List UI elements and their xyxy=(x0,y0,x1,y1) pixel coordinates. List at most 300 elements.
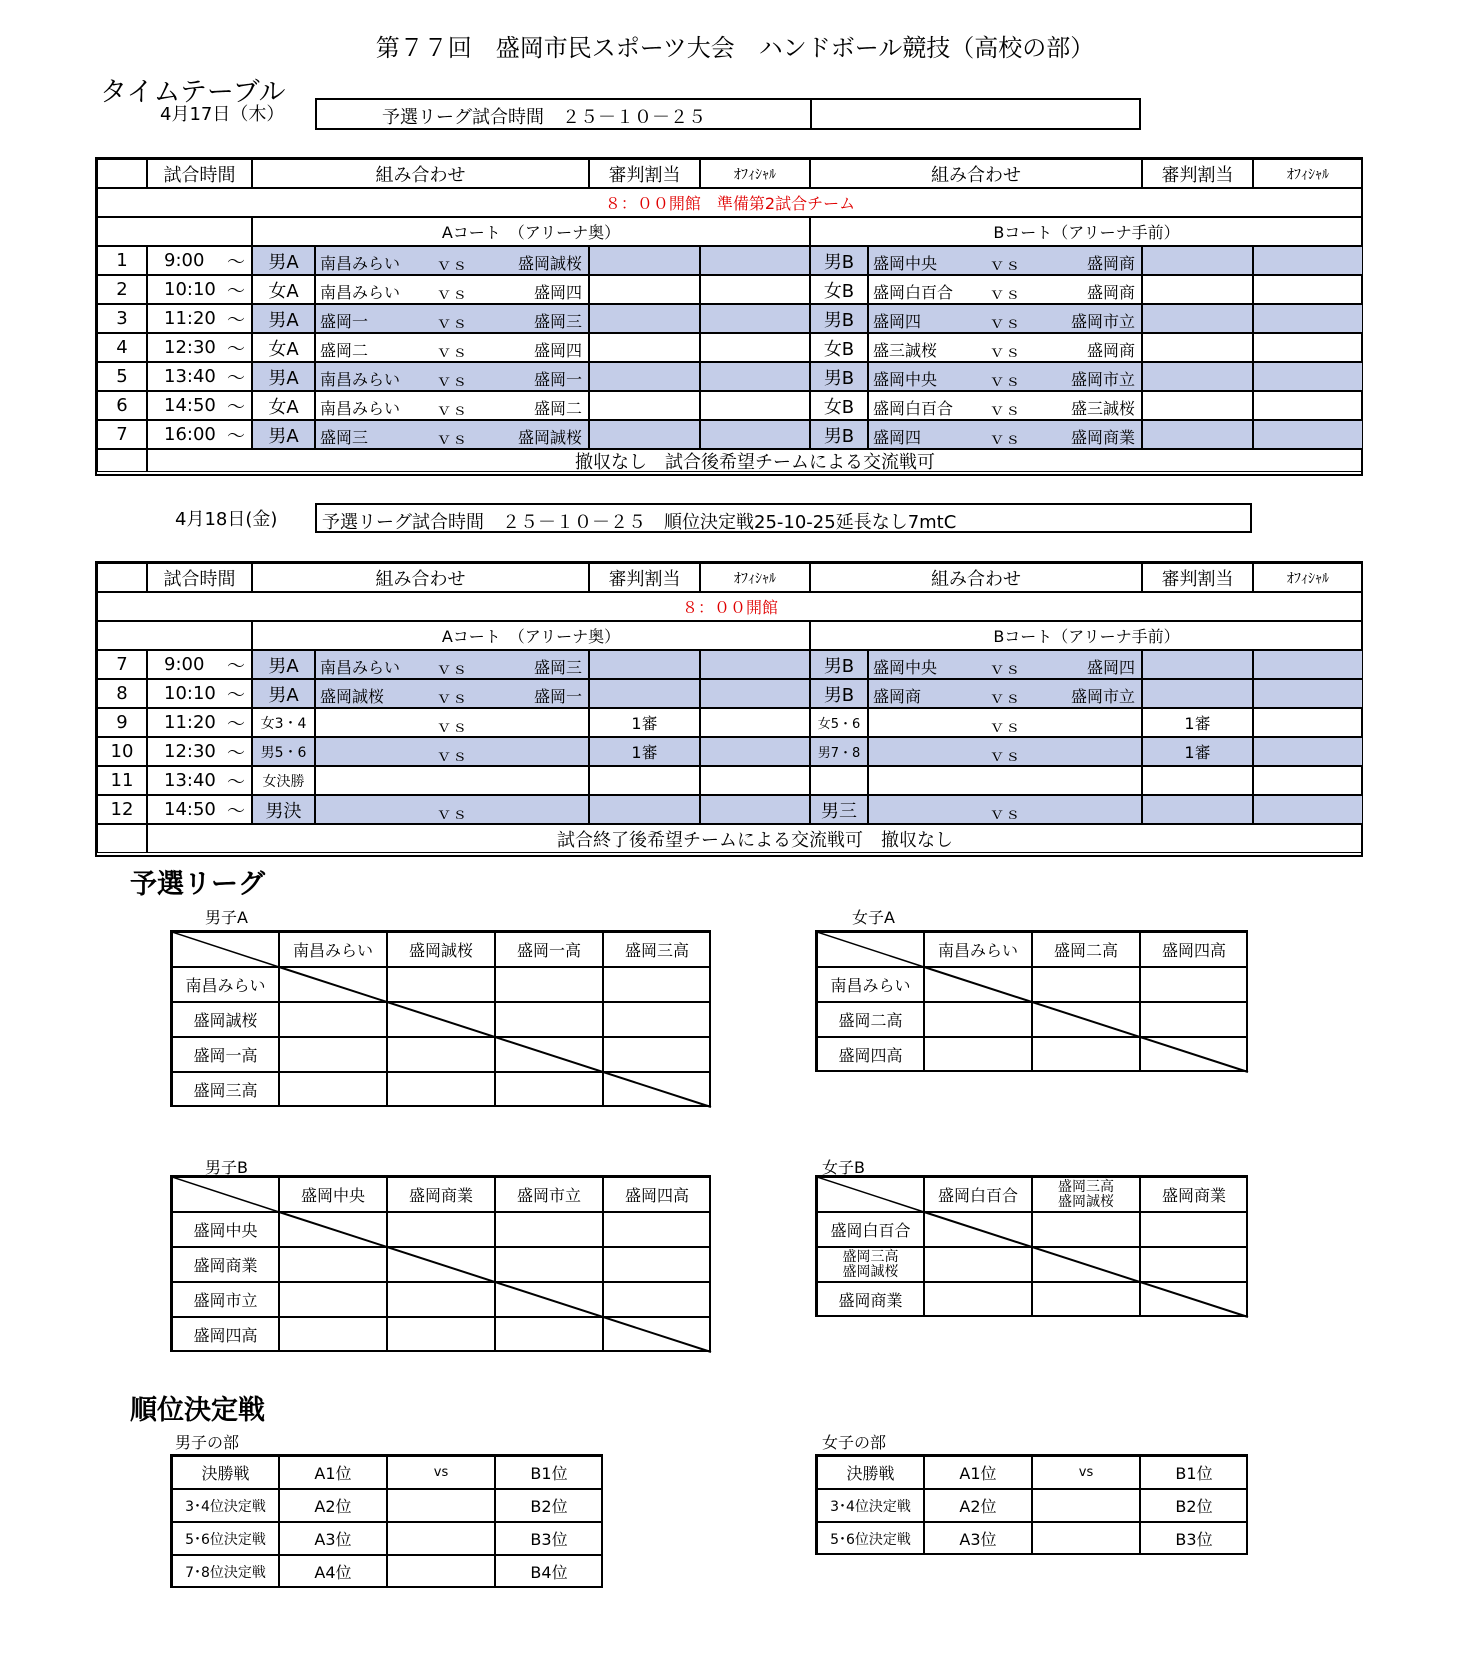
self-match-diagonal xyxy=(924,1212,1248,1317)
group-a: 男決 xyxy=(252,795,315,824)
vs-label: ｖｓ xyxy=(436,746,469,765)
vs-label: ｖｓ xyxy=(436,255,469,274)
team-home: 盛岡誠桜 xyxy=(320,687,385,706)
vs-label xyxy=(387,1522,495,1555)
referee-a xyxy=(589,275,700,304)
group-b: 女5・6 xyxy=(810,708,868,737)
header-official-a: ｵﾌｨｼｬﾙ xyxy=(700,159,810,188)
a-seed: A3位 xyxy=(279,1522,387,1555)
placement-round: 決勝戦 xyxy=(817,1456,924,1489)
team-name: 盛岡中央 xyxy=(300,1186,365,1205)
footer-spacer xyxy=(97,824,147,853)
referee-b xyxy=(1142,333,1253,362)
group-a: 男A xyxy=(252,304,315,333)
team-name: 盛岡一高 xyxy=(516,941,581,960)
group-a: 男A xyxy=(252,246,315,275)
official-a xyxy=(700,766,810,795)
vs-label: ｖｓ xyxy=(989,371,1022,390)
group-b: 男B xyxy=(810,650,868,679)
vs-label: ｖｓ xyxy=(989,400,1022,419)
group-b: 男B xyxy=(810,362,868,391)
group-a: 女A xyxy=(252,391,315,420)
match-number: 7 xyxy=(97,650,147,679)
team-home: 盛岡二 xyxy=(320,341,369,360)
team-away: 盛岡市立 xyxy=(1070,370,1135,389)
vs-label xyxy=(1032,1489,1140,1522)
group-b: 男7・8 xyxy=(810,737,868,766)
team-home: 盛岡四 xyxy=(873,428,922,447)
match-time xyxy=(147,650,252,679)
official-a xyxy=(700,679,810,708)
team-home: 南昌みらい xyxy=(320,399,401,418)
matchup-a xyxy=(315,795,589,824)
header-match-a: 組み合わせ xyxy=(252,159,589,188)
matchup-a xyxy=(315,420,589,449)
b-seed: B1位 xyxy=(1140,1456,1248,1489)
boys-a-league-table xyxy=(170,930,711,1107)
self-match-diagonal xyxy=(279,1212,711,1352)
day1-date: 4月17日（木） xyxy=(160,104,285,125)
official-b xyxy=(1253,650,1363,679)
match-time xyxy=(147,795,252,824)
b-seed: B1位 xyxy=(495,1456,603,1489)
group-a: 男5・6 xyxy=(252,737,315,766)
header-referee-b: 審判割当 xyxy=(1142,159,1253,188)
official-a xyxy=(700,362,810,391)
match-time xyxy=(147,420,252,449)
team-away: 盛岡商 xyxy=(1086,341,1135,360)
team-home: 南昌みらい xyxy=(320,370,401,389)
team-away: 盛岡市立 xyxy=(1070,687,1135,706)
group-a: 女決勝 xyxy=(252,766,315,795)
team-home: 南昌みらい xyxy=(320,283,401,302)
placement-round: 7･8位決定戦 xyxy=(172,1555,279,1588)
team-away: 盛岡四 xyxy=(1086,658,1135,677)
official-a xyxy=(700,650,810,679)
team-name: 盛岡誠桜 xyxy=(408,941,473,960)
vs-label xyxy=(387,1555,495,1588)
team-away: 盛三誠桜 xyxy=(1070,399,1135,418)
team-name: 盛岡三高 xyxy=(193,1081,258,1100)
a-seed: A4位 xyxy=(279,1555,387,1588)
team-name: 盛岡三高 xyxy=(624,941,689,960)
team-name: 盛岡市立 xyxy=(516,1186,581,1205)
time-tilde: ～ xyxy=(227,684,245,706)
official-b xyxy=(1253,362,1363,391)
court-b-label: Bコート（アリーナ手前） xyxy=(810,621,1363,650)
official-b xyxy=(1253,420,1363,449)
official-b xyxy=(1253,737,1363,766)
referee-b: 1審 xyxy=(1142,708,1253,737)
girls-b-label: 女子B xyxy=(822,1158,865,1177)
time-value: 10:10 xyxy=(164,279,216,300)
time-tilde: ～ xyxy=(227,742,245,764)
a-seed: A2位 xyxy=(279,1489,387,1522)
matchup-b xyxy=(868,766,1142,795)
time-value: 14:50 xyxy=(164,395,216,416)
diagonal-lines xyxy=(817,1177,1250,1319)
court-spacer xyxy=(97,217,252,246)
team-away: 盛岡商 xyxy=(1086,283,1135,302)
referee-a xyxy=(589,333,700,362)
official-b xyxy=(1253,391,1363,420)
time-value: 14:50 xyxy=(164,799,216,820)
referee-a xyxy=(589,362,700,391)
time-value: 13:40 xyxy=(164,366,216,387)
team-name: 盛岡市立 xyxy=(193,1291,258,1310)
court-a-label: Aコート （アリーナ奥） xyxy=(252,621,810,650)
team-name: 南昌みらい xyxy=(937,941,1018,960)
vs-label: ｖｓ xyxy=(989,429,1022,448)
team-name: 盛岡中央 xyxy=(193,1221,258,1240)
team-name: 盛岡四高 xyxy=(624,1186,689,1205)
group-b: 男B xyxy=(810,246,868,275)
group-b xyxy=(810,766,868,795)
match-time xyxy=(147,362,252,391)
official-b xyxy=(1253,275,1363,304)
matchup-b xyxy=(868,391,1142,420)
official-a xyxy=(700,708,810,737)
group-b: 女B xyxy=(810,275,868,304)
header-official-b: ｵﾌｨｼｬﾙ xyxy=(1253,563,1363,592)
official-b xyxy=(1253,766,1363,795)
team-home: 盛岡商 xyxy=(873,687,922,706)
match-number: 4 xyxy=(97,333,147,362)
time-tilde: ～ xyxy=(227,771,245,793)
referee-b xyxy=(1142,391,1253,420)
matchup-b xyxy=(868,737,1142,766)
referee-a xyxy=(589,766,700,795)
time-value: 12:30 xyxy=(164,337,216,358)
group-a: 女A xyxy=(252,275,315,304)
matchup-a xyxy=(315,737,589,766)
day1-note-box xyxy=(315,98,1141,130)
referee-b xyxy=(1142,766,1253,795)
vs-label: ｖｓ xyxy=(436,717,469,736)
match-number: 1 xyxy=(97,246,147,275)
official-b xyxy=(1253,795,1363,824)
matchup-a xyxy=(315,708,589,737)
self-match-diagonal xyxy=(924,967,1248,1072)
team-away: 盛岡誠桜 xyxy=(517,254,582,273)
court-spacer xyxy=(97,621,252,650)
matchup-a xyxy=(315,362,589,391)
placement-heading: 順位決定戦 xyxy=(130,1395,265,1426)
referee-b xyxy=(1142,275,1253,304)
vs-label: ｖｓ xyxy=(436,400,469,419)
official-a xyxy=(700,246,810,275)
match-number: 6 xyxy=(97,391,147,420)
time-value: 13:40 xyxy=(164,770,216,791)
group-b: 男B xyxy=(810,420,868,449)
header-referee-b: 審判割当 xyxy=(1142,563,1253,592)
matchup-b xyxy=(868,304,1142,333)
self-match-diagonal xyxy=(279,967,711,1107)
header-official-a: ｵﾌｨｼｬﾙ xyxy=(700,563,810,592)
match-time xyxy=(147,737,252,766)
diagonal-lines xyxy=(817,932,1250,1074)
team-name: 南昌みらい xyxy=(292,941,373,960)
vs-label: ｖｓ xyxy=(436,659,469,678)
matchup-a xyxy=(315,275,589,304)
court-b-label: Bコート（アリーナ手前） xyxy=(810,217,1363,246)
opening-note: ８：００開館 準備第2試合チーム xyxy=(97,188,1363,217)
team-name: 盛岡商業 xyxy=(193,1256,258,1275)
team-away: 盛岡四 xyxy=(533,341,582,360)
day1-note: 予選リーグ試合時間 ２５－１０－２５ xyxy=(382,107,706,128)
official-b xyxy=(1253,246,1363,275)
match-number: 7 xyxy=(97,420,147,449)
group-a: 男A xyxy=(252,650,315,679)
matchup-a xyxy=(315,333,589,362)
matchup-b xyxy=(868,275,1142,304)
referee-a xyxy=(589,795,700,824)
boys-b-league-table xyxy=(170,1175,711,1352)
a-seed: A3位 xyxy=(924,1522,1032,1555)
a-seed: A1位 xyxy=(279,1456,387,1489)
referee-a xyxy=(589,391,700,420)
header-referee-a: 審判割当 xyxy=(589,563,700,592)
matchup-a xyxy=(315,246,589,275)
matchup-b xyxy=(868,679,1142,708)
match-number: 9 xyxy=(97,708,147,737)
match-number: 10 xyxy=(97,737,147,766)
team-name: 盛岡二高 xyxy=(838,1011,903,1030)
team-away: 盛岡誠桜 xyxy=(517,428,582,447)
boys-placement-label: 男子の部 xyxy=(175,1433,240,1452)
header-number xyxy=(97,563,147,592)
b-seed: B3位 xyxy=(495,1522,603,1555)
referee-b xyxy=(1142,420,1253,449)
team-away: 盛岡四 xyxy=(533,283,582,302)
official-a xyxy=(700,795,810,824)
league-heading: 予選リーグ xyxy=(130,869,265,900)
team-name: 盛岡四高 xyxy=(1161,941,1226,960)
time-value: 9:00 xyxy=(164,654,205,675)
time-value: 9:00 xyxy=(164,250,205,271)
header-time: 試合時間 xyxy=(147,159,252,188)
group-a: 男A xyxy=(252,362,315,391)
official-a xyxy=(700,737,810,766)
vs-label: vs xyxy=(1032,1456,1140,1489)
footer-spacer xyxy=(97,449,147,472)
match-number: 5 xyxy=(97,362,147,391)
header-match-a: 組み合わせ xyxy=(252,563,589,592)
official-a xyxy=(700,275,810,304)
placement-round: 決勝戦 xyxy=(172,1456,279,1489)
boys-b-label: 男子B xyxy=(205,1158,248,1177)
corner-diagonal xyxy=(172,932,279,967)
group-a: 女A xyxy=(252,333,315,362)
vs-label: ｖｓ xyxy=(436,804,469,823)
matchup-b xyxy=(868,795,1142,824)
team-name: 盛岡商業 xyxy=(1161,1186,1226,1205)
b-seed: B3位 xyxy=(1140,1522,1248,1555)
team-home: 盛岡一 xyxy=(320,312,369,331)
time-tilde: ～ xyxy=(227,425,245,447)
corner-diagonal xyxy=(172,1177,279,1212)
official-b xyxy=(1253,708,1363,737)
timetable-heading: タイムテーブル xyxy=(100,77,286,108)
header-time: 試合時間 xyxy=(147,563,252,592)
team-name: 盛岡一高 xyxy=(193,1046,258,1065)
team-home: 南昌みらい xyxy=(320,254,401,273)
matchup-b xyxy=(868,362,1142,391)
placement-round: 5･6位決定戦 xyxy=(172,1522,279,1555)
group-a: 男A xyxy=(252,420,315,449)
referee-b xyxy=(1142,246,1253,275)
matchup-a xyxy=(315,766,589,795)
match-number: 12 xyxy=(97,795,147,824)
match-time xyxy=(147,679,252,708)
group-b: 男B xyxy=(810,304,868,333)
match-time xyxy=(147,708,252,737)
match-time xyxy=(147,304,252,333)
team-away: 盛岡二 xyxy=(533,399,582,418)
a-seed: A2位 xyxy=(924,1489,1032,1522)
matchup-a xyxy=(315,304,589,333)
boys-placement-table xyxy=(170,1454,603,1588)
matchup-b xyxy=(868,708,1142,737)
team-away: 盛岡商 xyxy=(1086,254,1135,273)
girls-placement-table xyxy=(815,1454,1248,1555)
vs-label: ｖｓ xyxy=(989,284,1022,303)
note-divider xyxy=(810,100,812,128)
vs-label: ｖｓ xyxy=(436,284,469,303)
matchup-b xyxy=(868,333,1142,362)
team-name: 盛岡誠桜 xyxy=(193,1011,258,1030)
b-seed: B4位 xyxy=(495,1555,603,1588)
official-b xyxy=(1253,679,1363,708)
referee-a xyxy=(589,679,700,708)
header-match-b: 組み合わせ xyxy=(810,563,1142,592)
header-match-b: 組み合わせ xyxy=(810,159,1142,188)
time-tilde: ～ xyxy=(227,655,245,677)
time-tilde: ～ xyxy=(227,309,245,331)
matchup-a xyxy=(315,391,589,420)
header-official-b: ｵﾌｨｼｬﾙ xyxy=(1253,159,1363,188)
team-name: 盛岡四高 xyxy=(838,1046,903,1065)
referee-a xyxy=(589,420,700,449)
referee-a: 1審 xyxy=(589,737,700,766)
matchup-a xyxy=(315,679,589,708)
group-b: 女B xyxy=(810,333,868,362)
vs-label: ｖｓ xyxy=(436,342,469,361)
court-a-label: Aコート （アリーナ奥） xyxy=(252,217,810,246)
match-time xyxy=(147,275,252,304)
match-number: 8 xyxy=(97,679,147,708)
day2-schedule-table xyxy=(95,561,1363,857)
footer-note: 試合終了後希望チームによる交流戦可 撤収なし xyxy=(147,824,1363,853)
team-away: 盛岡三 xyxy=(533,658,582,677)
team-home: 盛岡中央 xyxy=(873,370,938,389)
match-time xyxy=(147,246,252,275)
vs-label xyxy=(1032,1522,1140,1555)
team-home: 盛岡中央 xyxy=(873,254,938,273)
footer-note: 撤収なし 試合後希望チームによる交流戦可 xyxy=(147,449,1363,472)
time-tilde: ～ xyxy=(227,396,245,418)
group-b: 男三 xyxy=(810,795,868,824)
vs-label: ｖｓ xyxy=(989,688,1022,707)
group-a: 男A xyxy=(252,679,315,708)
day2-note-box xyxy=(315,503,1252,533)
official-b xyxy=(1253,333,1363,362)
diagonal-lines xyxy=(172,932,713,1109)
referee-b: 1審 xyxy=(1142,737,1253,766)
team-name: 盛岡商業 xyxy=(838,1291,903,1310)
referee-a: 1審 xyxy=(589,708,700,737)
header-referee-a: 審判割当 xyxy=(589,159,700,188)
referee-b xyxy=(1142,650,1253,679)
opening-note: ８：００開館 xyxy=(97,592,1363,621)
team-name: 盛岡三高 盛岡誠桜 xyxy=(1058,1178,1114,1210)
time-value: 16:00 xyxy=(164,424,216,445)
referee-b xyxy=(1142,679,1253,708)
team-away: 盛岡一 xyxy=(533,687,582,706)
group-a: 女3・4 xyxy=(252,708,315,737)
time-tilde: ～ xyxy=(227,338,245,360)
time-tilde: ～ xyxy=(227,280,245,302)
a-seed: A1位 xyxy=(924,1456,1032,1489)
matchup-a xyxy=(315,650,589,679)
header-number xyxy=(97,159,147,188)
official-a xyxy=(700,391,810,420)
team-name: 南昌みらい xyxy=(185,976,266,995)
referee-b xyxy=(1142,795,1253,824)
team-home: 南昌みらい xyxy=(320,658,401,677)
referee-a xyxy=(589,650,700,679)
team-name: 南昌みらい xyxy=(830,976,911,995)
time-tilde: ～ xyxy=(227,800,245,822)
match-number: 3 xyxy=(97,304,147,333)
girls-a-label: 女子A xyxy=(852,908,895,927)
team-home: 盛岡白百合 xyxy=(873,399,954,418)
b-seed: B2位 xyxy=(495,1489,603,1522)
team-name: 盛岡白百合 xyxy=(937,1186,1018,1205)
official-a xyxy=(700,333,810,362)
corner-diagonal xyxy=(817,932,924,967)
vs-label: ｖｓ xyxy=(989,255,1022,274)
matchup-b xyxy=(868,420,1142,449)
group-b: 男B xyxy=(810,679,868,708)
team-away: 盛岡商業 xyxy=(1070,428,1135,447)
match-number: 11 xyxy=(97,766,147,795)
vs-label: ｖｓ xyxy=(436,688,469,707)
time-tilde: ～ xyxy=(227,713,245,735)
referee-b xyxy=(1142,362,1253,391)
group-b: 女B xyxy=(810,391,868,420)
day2-note: 予選リーグ試合時間 ２５－１０－２５ 順位決定戦25-10-25延長なし7mtC xyxy=(322,512,957,533)
vs-label: ｖｓ xyxy=(989,717,1022,736)
vs-label: ｖｓ xyxy=(989,746,1022,765)
team-name: 盛岡二高 xyxy=(1053,941,1118,960)
placement-round: 3･4位決定戦 xyxy=(817,1489,924,1522)
vs-label: ｖｓ xyxy=(989,342,1022,361)
official-a xyxy=(700,304,810,333)
team-home: 盛岡中央 xyxy=(873,658,938,677)
team-name: 盛岡四高 xyxy=(193,1326,258,1345)
team-home: 盛岡白百合 xyxy=(873,283,954,302)
vs-label: ｖｓ xyxy=(989,313,1022,332)
girls-placement-label: 女子の部 xyxy=(822,1433,887,1452)
vs-label: ｖｓ xyxy=(989,659,1022,678)
time-value: 10:10 xyxy=(164,683,216,704)
team-away: 盛岡三 xyxy=(533,312,582,331)
placement-round: 5･6位決定戦 xyxy=(817,1522,924,1555)
team-home: 盛岡三 xyxy=(320,428,369,447)
match-number: 2 xyxy=(97,275,147,304)
referee-b xyxy=(1142,304,1253,333)
